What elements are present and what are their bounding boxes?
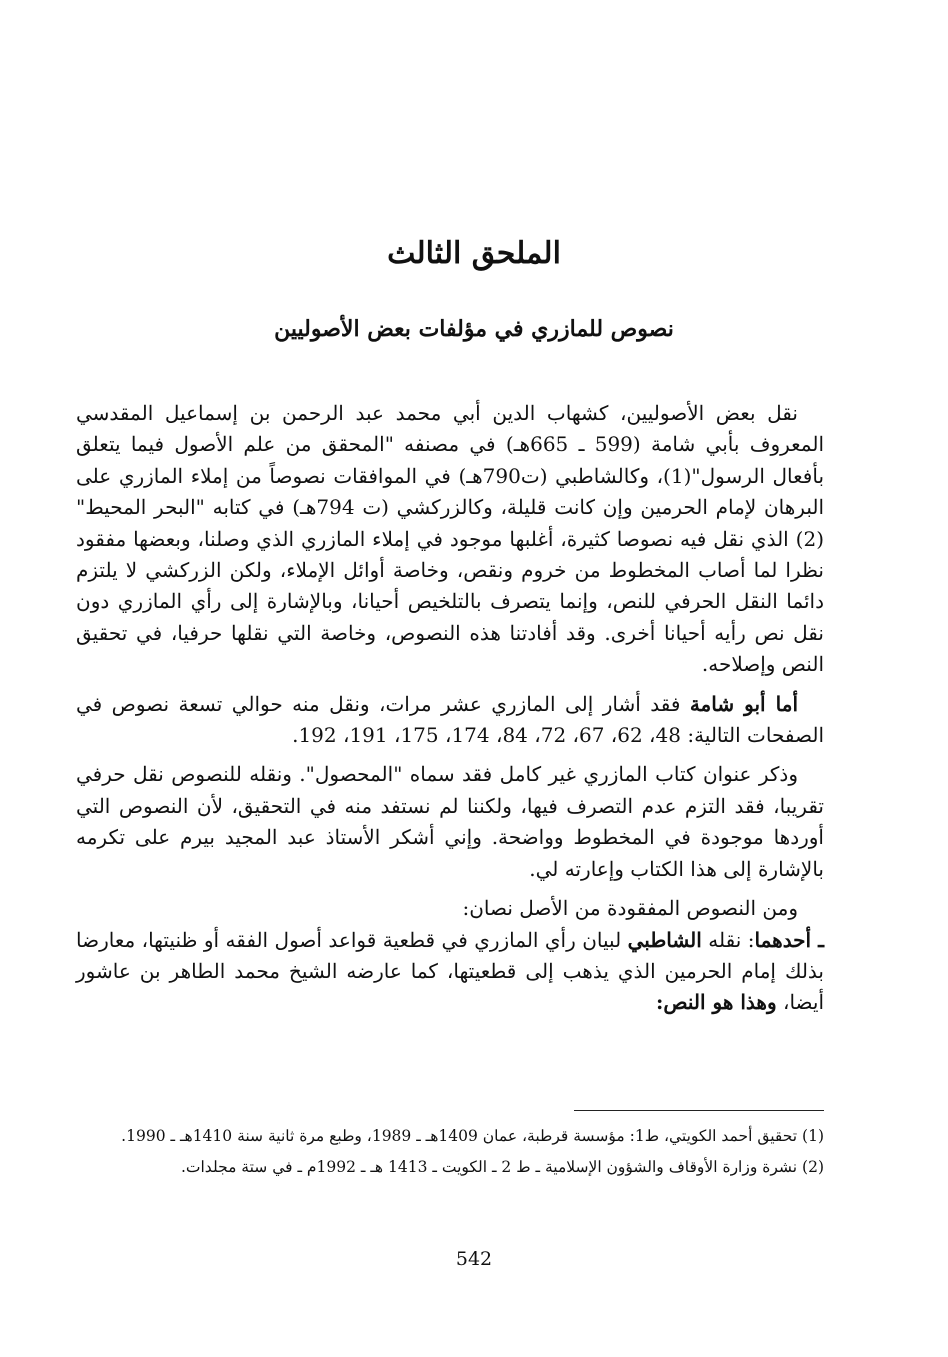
chapter-title: الملحق الثالث bbox=[387, 236, 561, 271]
text-intro-label: وهذا هو النص: bbox=[655, 990, 777, 1015]
paragraph-intro: نقل بعض الأصوليين، كشهاب الدين أبي محمد عبد الرحمن بن إسماعيل المقدسي المعروف بأبي شامة (599 ـ 665هـ) في مصنفه "المحقق من علم الأصول فيما يتعلق بأفعال الرسول"(1)، وكالشاطبي (ت790هـ) في الموافقات نصوصاً من إملاء المازري على البرهان لإمام الحرمين وإن كانت قليلة، وكالزركشي (ت 794هـ) في كتابه "البحر المحيط"(2) الذي نقل فيه نصوصا كثيرة، أغلبها موجود في إملاء المازري الذي وصلنا، وبعضها مفقود نظرا لما أصاب المخطوط من خروم ونقص، وخاصة أوائل الإملاء، ولكن الزركشي لا يلتزم دائما النقل الحرفي للنص، وإنما يتصرف بالتلخيص أحيانا، وبالإشارة إلى رأي المازري دون نقل نص رأيه أحيانا أخرى. وقد أفادتنا هذه النصوص، وخاصة التي نقلها حرفيا، في تحقيق النص وإصلاحه. bbox=[76, 401, 825, 677]
paragraph-abu-shama bbox=[76, 689, 824, 752]
paragraph-title-mention: وذكر عنوان كتاب المازري غير كامل فقد سماه "المحصول". ونقله للنصوص نقل حرفي تقريبا، فقد التزم عدم التصرف فيها، ولكننا لم نستفد منه في التحقيق، لأن النصوص التي أوردها موجودة في المخطوط وواضحة. وإني أشكر الأستاذ عبد المجيد بيرم على تكرمه بالإشارة إلى هذا الكتاب وإعارته لي. bbox=[76, 762, 824, 881]
footnote-1: (1) تحقيق أحمد الكويتي، ط1: مؤسسة قرطبة، عمان 1409هـ ـ 1989، وطبع مرة ثانية سنة 1410هـ ـ 1990. bbox=[121, 1127, 824, 1145]
paragraph-lost-texts: ومن النصوص المفقودة من الأصل نصان: bbox=[462, 896, 798, 921]
footnote-separator bbox=[574, 1110, 824, 1111]
page-number: 542 bbox=[455, 1248, 493, 1270]
first-text-body: لبيان رأي المازري في قطعية قواعد أصول الفقه أو ظنيتها، معارضا بذلك إمام الحرمين الذي يذهب إلى قطعيتها، كما عارضه الشيخ محمد الطاهر بن عاشور أيضا، bbox=[76, 927, 824, 1015]
footnote-2: (2) نشرة وزارة الأوقاف والشؤون الإسلامية ـ ط 2 ـ الكويت ـ 1413 هـ ـ 1992م ـ في ستة مجلدات. bbox=[180, 1158, 824, 1176]
paragraph-first-text bbox=[76, 925, 824, 1019]
abu-shama-lead: أما أبو شامة bbox=[689, 691, 799, 716]
shatibi-name: الشاطبي bbox=[627, 927, 702, 952]
abu-shama-text: فقد أشار إلى المازري عشر مرات، ونقل منه حوالي تسعة نصوص في الصفحات التالية: 48، 62، 67، 72، 84، 174، 175، 191، 192. bbox=[76, 691, 824, 748]
chapter-subtitle: نصوص للمازري في مؤلفات بعض الأصوليين bbox=[274, 316, 674, 342]
body-text bbox=[76, 398, 824, 1027]
first-text-lead: ـ أحدهما bbox=[754, 927, 825, 952]
first-text-connector: : نقله bbox=[701, 927, 755, 952]
footnotes bbox=[76, 1124, 824, 1186]
